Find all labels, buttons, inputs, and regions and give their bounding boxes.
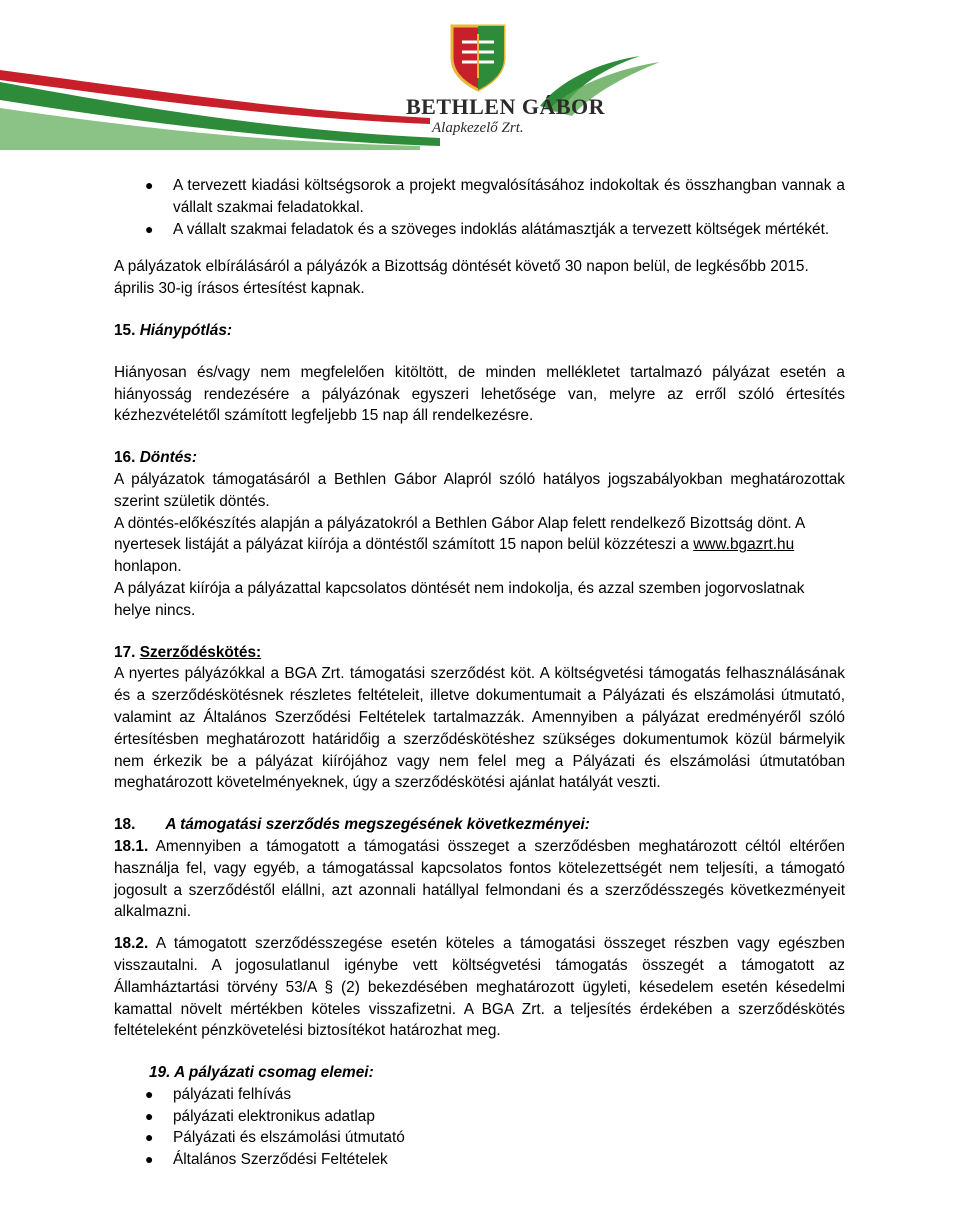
bullet-icon: ● <box>145 1107 154 1124</box>
section-16-heading: 16. Döntés: <box>114 449 197 467</box>
section-19-heading: 19. A pályázati csomag elemei: <box>149 1064 374 1082</box>
list-item: ● Pályázati és elszámolási útmutató <box>114 1127 845 1149</box>
section-15-heading: 15. Hiánypótlás: <box>114 321 233 339</box>
section-18-1: 18.1. Amennyiben a támogatott a támogatási összeget a szerződésben meghatározott céltól eltérően használja fel, vagy egyéb, a támogatással kapcsolatos fontos kötelezettségét nem teljesíti, a támogató jogosult a szerződéstől elállni, azt azonnali hatállyal felmondani és a szerződésszegés következményeit alkalmazni. <box>114 837 845 921</box>
intro-bullet-list <box>114 175 845 240</box>
bullet-icon: ● <box>145 1151 154 1168</box>
brand-subtitle: Alapkezelő Zrt. <box>432 120 524 136</box>
section-18-2: 18.2. A támogatott szerződésszegése esetén köteles a támogatási összeget részben vagy egészben visszautalni. A jogosulatlanul igénybe vett költségvetési támogatás összegét a támogatott az Államháztartási törvény 53/A § (2) bekezdésében meghatározott ügyleti, késedelem esetén késedelmi kamattal növelt mértékben köteles visszafizetni. A BGA Zrt. a teljesítés érdekében a szerződéskötés feltételeként pénzkövetelési biztosítékot határozhat meg. <box>114 935 845 1040</box>
section-16-p2: A döntés-előkészítés alapján a pályázatokról a Bethlen Gábor Alap felett rendelkező Bizottság dönt. A nyertesek listáját a pályázat kiírója a döntéstől számított 15 napon belül közzéteszi a www.bgazrt.hu honlapon. <box>114 514 805 576</box>
letterhead <box>0 0 960 150</box>
bullet-icon: ● <box>145 1085 154 1102</box>
bullet-icon: ● <box>145 220 154 237</box>
list-item: ● pályázati felhívás <box>114 1084 845 1106</box>
section-17-heading: 17. Szerződéskötés: <box>114 643 262 661</box>
list-item: ● A vállalt szakmai feladatok és a szöveges indoklás alátámasztják a tervezett költségek mértékét. <box>114 219 845 241</box>
section-16-p3: A pályázat kiírója a pályázattal kapcsolatos döntését nem indokolja, és azzal szemben jogorvoslatnak helye nincs. <box>114 579 805 619</box>
brand-name: BETHLEN GÁBOR <box>406 94 606 119</box>
list-item: ● Általános Szerződési Feltételek <box>114 1149 845 1171</box>
section-15-body: Hiányosan és/vagy nem megfelelően kitöltött, de minden mellékletet tartalmazó pályázat esetén a hiányosság rendezésére a pályázónak egyszeri lehetősége van, melyre az erről szóló értesítés kézhezvételétől számított legfeljebb 15 nap áll rendelkezésre. <box>114 363 845 425</box>
bullet-icon: ● <box>145 1129 154 1146</box>
coat-of-arms-icon <box>446 22 510 92</box>
list-item: ● A tervezett kiadási költségsorok a projekt megvalósításához indokoltak és összhangban vannak a vállalt szakmai feladatokkal. <box>145 177 845 216</box>
section-17-body: A nyertes pályázókkal a BGA Zrt. támogatási szerződést köt. A költségvetési támogatás felhasználásának és a szerződéskötésnek részletes feltételeit, illetve dokumentumait a Pályázati és elszámolási útmutató, valamint az Általános Szerződési Feltételek tartalmazzák. Amennyiben a pályázat eredményéről szóló értesítésben meghatározott határidőig a szerződéskötéshez szükséges dokumentumok közül bármelyik nem érkezik be a pályázat kiírójához vagy nem felel meg a Pályázati és elszámolási útmutatóban meghatározott követelményeknek, úgy a szerződéskötési ajánlat hatályát veszti. <box>114 665 845 792</box>
list-item: ● pályázati elektronikus adatlap <box>114 1106 845 1128</box>
website-link[interactable]: www.bgazrt.hu <box>693 536 795 554</box>
package-items-list <box>114 1084 845 1171</box>
document-body <box>114 175 845 1171</box>
bullet-icon: ● <box>145 177 154 193</box>
section-16-p1: A pályázatok támogatásáról a Bethlen Gábor Alapról szóló hatályos jogszabályokban meghatározottak szerint születik döntés. <box>114 470 845 510</box>
section-18-heading: 18. A támogatási szerződés megszegésének következményei: <box>114 816 590 834</box>
intro-paragraph: A pályázatok elbírálásáról a pályázók a Bizottság döntését követő 30 napon belül, de legkésőbb 2015. április 30-ig írásos értesítést kapnak. <box>114 258 809 298</box>
